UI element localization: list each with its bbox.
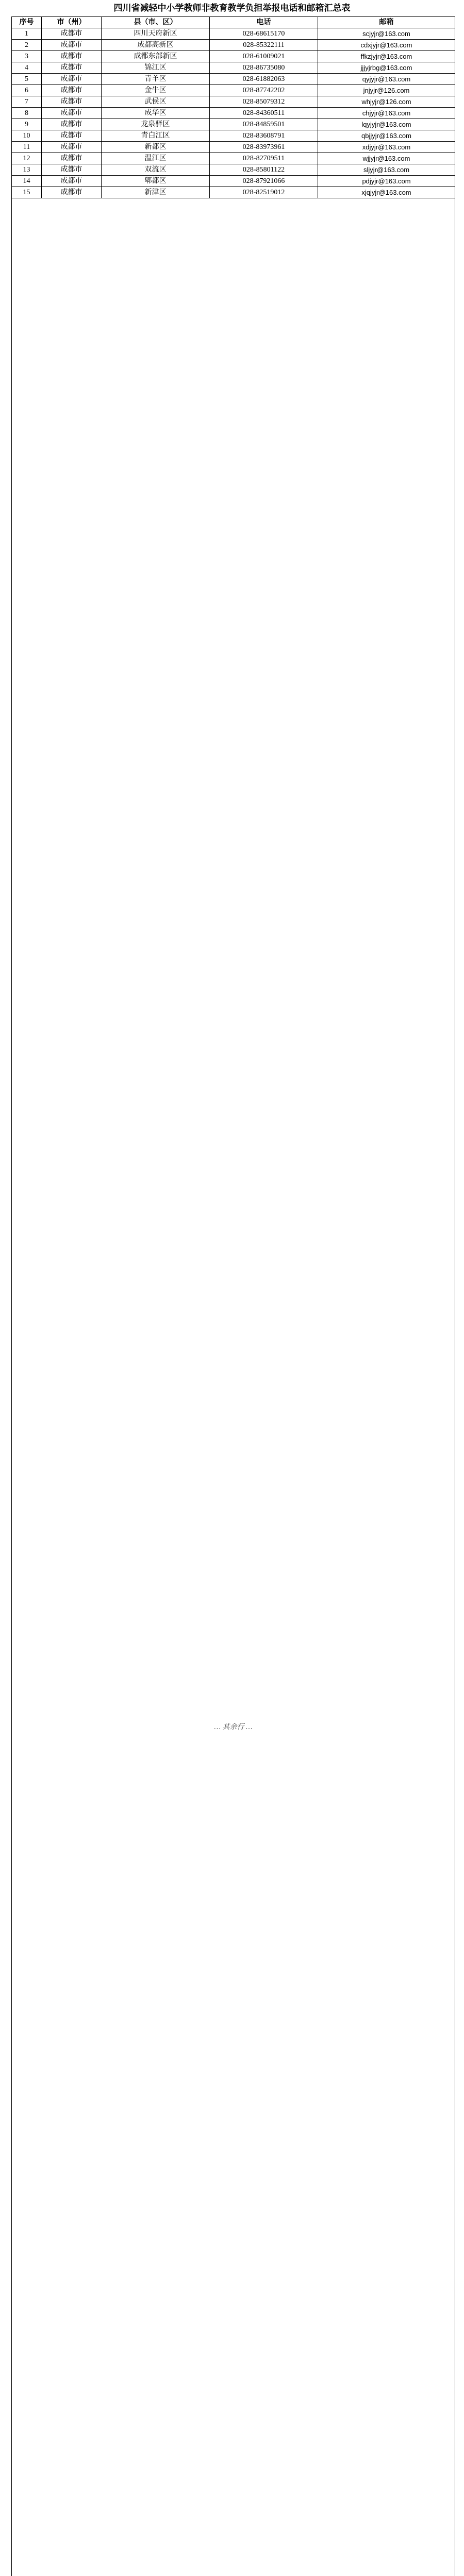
phone-cell: 028-85801122 bbox=[210, 164, 318, 176]
table-row bbox=[12, 96, 455, 108]
city-cell: 成都市 bbox=[42, 187, 102, 198]
table-row bbox=[12, 62, 455, 74]
table-row bbox=[12, 108, 455, 119]
row-index: 15 bbox=[12, 187, 42, 198]
table-row bbox=[12, 187, 455, 198]
table-row bbox=[12, 142, 455, 153]
row-index: 10 bbox=[12, 130, 42, 142]
phone-cell: 028-68615170 bbox=[210, 28, 318, 40]
table-row bbox=[12, 130, 455, 142]
county-cell: 武侯区 bbox=[102, 96, 210, 108]
table-row bbox=[12, 28, 455, 40]
city-cell: 成都市 bbox=[42, 74, 102, 85]
phone-cell: 028-84360511 bbox=[210, 108, 318, 119]
email-cell: jnjyjr@126.com bbox=[318, 85, 455, 96]
email-cell: sljyjr@163.com bbox=[318, 164, 455, 176]
header-county: 县（市、区） bbox=[102, 17, 210, 28]
email-cell: xdjyjr@163.com bbox=[318, 142, 455, 153]
row-index: 1 bbox=[12, 28, 42, 40]
county-cell: 温江区 bbox=[102, 153, 210, 164]
county-cell: 成华区 bbox=[102, 108, 210, 119]
email-cell: wjjyjr@163.com bbox=[318, 153, 455, 164]
report-table bbox=[11, 16, 455, 2576]
table-row bbox=[12, 85, 455, 96]
email-cell: jjjyjrbg@163.com bbox=[318, 62, 455, 74]
county-cell: 新都区 bbox=[102, 142, 210, 153]
header-phone: 电话 bbox=[210, 17, 318, 28]
phone-cell: 028-82519012 bbox=[210, 187, 318, 198]
email-cell: pdjyjr@163.com bbox=[318, 176, 455, 187]
city-cell: 成都市 bbox=[42, 119, 102, 130]
phone-cell: 028-61882063 bbox=[210, 74, 318, 85]
row-index: 5 bbox=[12, 74, 42, 85]
row-index: 3 bbox=[12, 51, 42, 62]
email-cell: whjyjr@126.com bbox=[318, 96, 455, 108]
table-row bbox=[12, 176, 455, 187]
email-cell: ffkzjyjr@163.com bbox=[318, 51, 455, 62]
email-cell: chjyjr@163.com bbox=[318, 108, 455, 119]
city-cell: 成都市 bbox=[42, 51, 102, 62]
city-cell: 成都市 bbox=[42, 40, 102, 51]
row-index: 2 bbox=[12, 40, 42, 51]
city-cell: 成都市 bbox=[42, 62, 102, 74]
city-cell: 成都市 bbox=[42, 153, 102, 164]
county-cell: 青羊区 bbox=[102, 74, 210, 85]
table-row bbox=[12, 51, 455, 62]
phone-cell: 028-84859501 bbox=[210, 119, 318, 130]
row-index: 12 bbox=[12, 153, 42, 164]
email-cell: cdxjyjr@163.com bbox=[318, 40, 455, 51]
city-cell: 成都市 bbox=[42, 85, 102, 96]
city-cell: 成都市 bbox=[42, 176, 102, 187]
city-cell: 成都市 bbox=[42, 164, 102, 176]
table-row bbox=[12, 153, 455, 164]
table-row bbox=[12, 74, 455, 85]
phone-cell: 028-85079312 bbox=[210, 96, 318, 108]
omitted-rows-note bbox=[12, 198, 455, 2576]
city-cell: 成都市 bbox=[42, 108, 102, 119]
email-cell: xjqjyjr@163.com bbox=[318, 187, 455, 198]
city-cell: 成都市 bbox=[42, 142, 102, 153]
city-cell: 成都市 bbox=[42, 130, 102, 142]
row-index: 8 bbox=[12, 108, 42, 119]
row-index: 9 bbox=[12, 119, 42, 130]
email-cell: lqyjyjr@163.com bbox=[318, 119, 455, 130]
phone-cell: 028-86735080 bbox=[210, 62, 318, 74]
county-cell: 成都东部新区 bbox=[102, 51, 210, 62]
row-index: 13 bbox=[12, 164, 42, 176]
header-index: 序号 bbox=[12, 17, 42, 28]
city-cell: 成都市 bbox=[42, 96, 102, 108]
phone-cell: 028-87742202 bbox=[210, 85, 318, 96]
row-index: 14 bbox=[12, 176, 42, 187]
email-cell: scjyjr@163.com bbox=[318, 28, 455, 40]
table-row bbox=[12, 40, 455, 51]
city-cell: 成都市 bbox=[42, 28, 102, 40]
row-index: 7 bbox=[12, 96, 42, 108]
county-cell: 郫都区 bbox=[102, 176, 210, 187]
county-cell: 青白江区 bbox=[102, 130, 210, 142]
county-cell: 双流区 bbox=[102, 164, 210, 176]
document-title: 四川省减轻中小学教师非教育教学负担举报电话和邮箱汇总表 bbox=[113, 3, 351, 13]
phone-cell: 028-87921066 bbox=[210, 176, 318, 187]
email-cell: qyjyjr@163.com bbox=[318, 74, 455, 85]
county-cell: 四川天府新区 bbox=[102, 28, 210, 40]
table-row bbox=[12, 164, 455, 176]
email-cell: qbjjyjr@163.com bbox=[318, 130, 455, 142]
table-row bbox=[12, 119, 455, 130]
county-cell: 成都高新区 bbox=[102, 40, 210, 51]
header-row bbox=[12, 17, 455, 28]
phone-cell: 028-85322111 bbox=[210, 40, 318, 51]
row-index: 4 bbox=[12, 62, 42, 74]
county-cell: 龙泉驿区 bbox=[102, 119, 210, 130]
phone-cell: 028-61009021 bbox=[210, 51, 318, 62]
county-cell: 锦江区 bbox=[102, 62, 210, 74]
phone-cell: 028-83973961 bbox=[210, 142, 318, 153]
phone-cell: 028-83608791 bbox=[210, 130, 318, 142]
county-cell: 金牛区 bbox=[102, 85, 210, 96]
omitted-rows-note-cell: … 其余行 … bbox=[12, 198, 455, 2576]
header-email: 邮箱 bbox=[318, 17, 455, 28]
header-city: 市（州） bbox=[42, 17, 102, 28]
row-index: 11 bbox=[12, 142, 42, 153]
county-cell: 新津区 bbox=[102, 187, 210, 198]
phone-cell: 028-82709511 bbox=[210, 153, 318, 164]
row-index: 6 bbox=[12, 85, 42, 96]
